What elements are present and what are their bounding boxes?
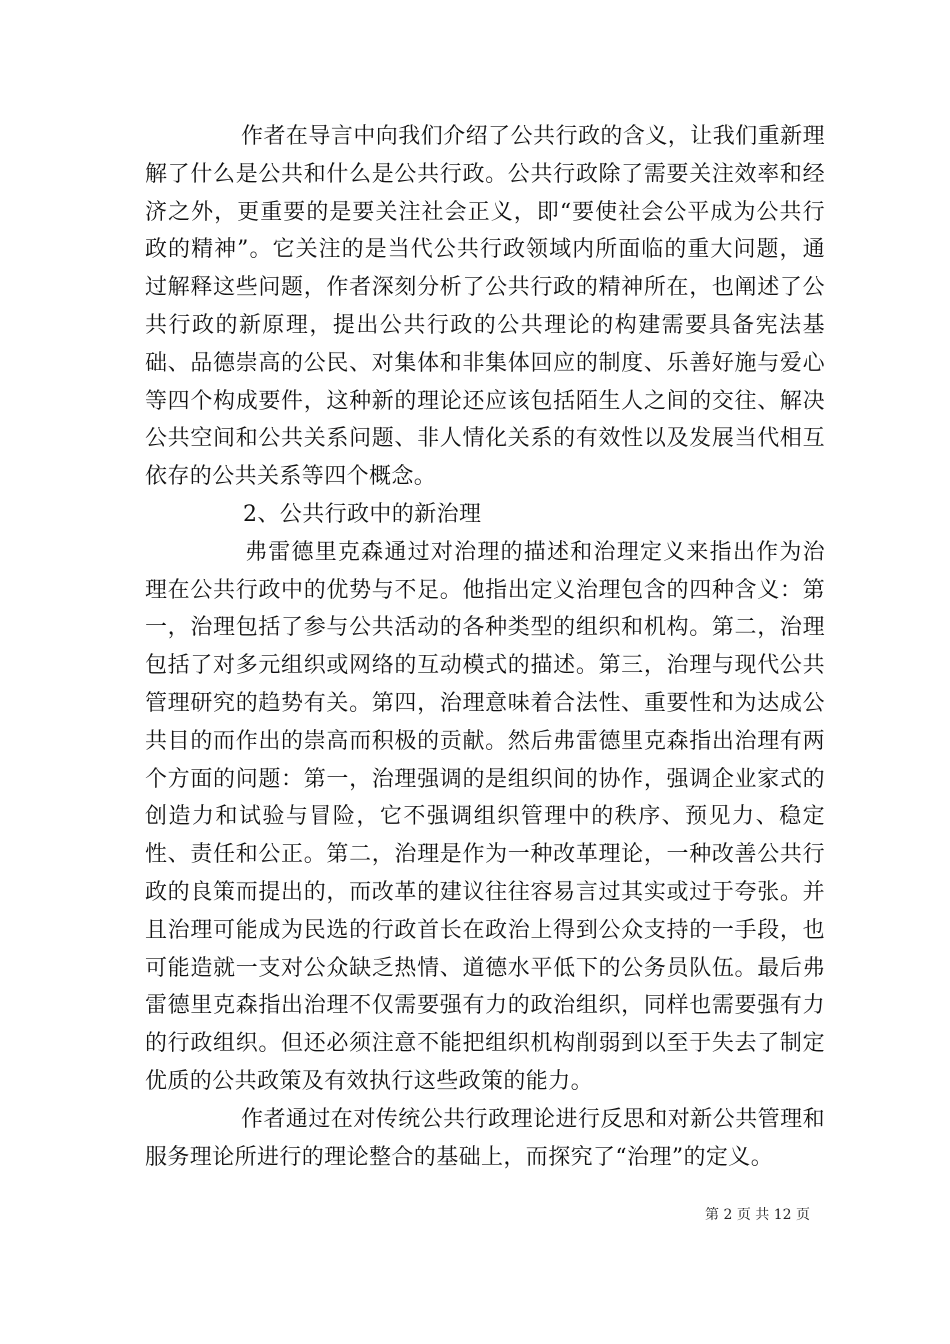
page-number: 第 2 页 共 12 页 bbox=[705, 1207, 810, 1223]
section-heading: 2、公共行政中的新治理 bbox=[243, 501, 482, 527]
document-body bbox=[145, 118, 825, 1176]
paragraph-governance: 弗雷德里克森通过对治理的描述和治理定义来指出作为治理在公共行政中的优势与不足。他指出定义治理包含的四种含义：第一，治理包括了参与公共活动的各种类型的组织和机构。第二，治理包括了对多元组织或网络的互动模式的描述。第三，治理与现代公共管理研究的趋势有关。第四，治理意味着合法性、重要性和为达成公共目的而作出的崇高而积极的贡献。然后弗雷德里克森指出治理有两个方面的问题：第一，治理强调的是组织间的协作，强调企业家式的创造力和试验与冒险，它不强调组织管理中的秩序、预见力、稳定性、责任和公正。第二，治理是作为一种改革理论，一种改善公共行政的良策而提出的，而改革的建议往往容易言过其实或过于夸张。并且治理可能成为民选的行政首长在政治上得到公众支持的一手段，也可能造就一支对公众缺乏热情、道德水平低下的公务员队伍。最后弗雷德里克森指出治理不仅需要强有力的政治组织，同样也需要强有力的行政组织。但还必须注意不能把组织机构削弱到以至于失去了制定优质的公共政策及有效执行这些政策的能力。 bbox=[145, 539, 825, 1094]
paragraph-intro: 作者在导言中向我们介绍了公共行政的含义，让我们重新理解了什么是公共和什么是公共行政。公共行政除了需要关注效率和经济之外，更重要的是要关注社会正义，即“要使社会公平成为公共行政的精神”。它关注的是当代公共行政领域内所面临的重大问题，通过解释这些问题，作者深刻分析了公共行政的精神所在，也阐述了公共行政的新原理，提出公共行政的公共理论的构建需要具备宪法基础、品德崇高的公民、对集体和非集体回应的制度、乐善好施与爱心等四个构成要件，这种新的理论还应该包括陌生人之间的交往、解决公共空间和公共关系问题、非人情化关系的有效性以及发展当代相互依存的公共关系等四个概念。 bbox=[145, 124, 825, 490]
paragraph-conclusion: 作者通过在对传统公共行政理论进行反思和对新公共管理和服务理论所进行的理论整合的基础上，而探究了“治理”的定义。 bbox=[145, 1106, 825, 1170]
